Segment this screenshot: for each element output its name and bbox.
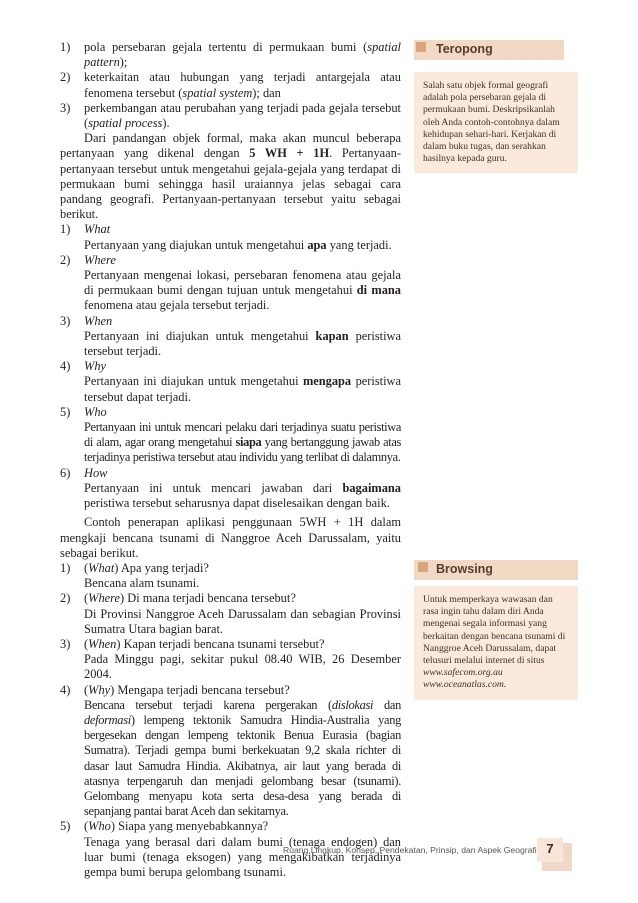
list-number: 2) xyxy=(60,70,71,85)
list-text: perkembangan atau perubahan yang terjadi pada gejala tersebut ( xyxy=(84,100,401,131)
list-item xyxy=(60,40,401,70)
browsing-text: Untuk memperkaya wawasan dan rasa ingin tahu dalam diri Anda mengenai segala informasi yang berkaitan dengan bencana tsunami di Nanggroe Aceh Darussalam, dapat telusuri melalui internet di situs www.safecom.org.au www.oceanatlas.com. xyxy=(414,586,578,700)
paragraph: Contoh penerapan aplikasi penggunaan 5WH + 1H dalam mengkaji bencana tsunami di Nanggroe Aceh Darussalam, yaitu sebagai berikut. xyxy=(60,515,401,560)
keyword: bagaimana xyxy=(342,480,401,495)
example-item: 3) (When) Kapan terjadi bencana tsunami tersebut? Pada Minggu pagi, sekitar pukul 08.40 WIB, 26 Desember 2004. xyxy=(60,636,401,682)
question-word: What xyxy=(88,560,115,575)
website-link[interactable]: www.oceanatlas.com. xyxy=(423,679,507,691)
answer: Tenaga yang berasal dari dalam bumi (tenaga endogen) dan luar bumi (tenaga eksogen) yang mengakibatkan terjadinya gempa bumi berupa gelombang tsunami. xyxy=(84,834,401,879)
page-number: 7 xyxy=(546,841,554,856)
term: spatial process xyxy=(88,116,163,131)
question-word: When xyxy=(88,636,117,651)
example-item: 2) (Where) Di mana terjadi bencana tersebut? Di Provinsi Nanggroe Aceh Darussalam dan sebagian Provinsi Sumatra Utara bagian barat. xyxy=(60,591,401,636)
teropong-text: Salah satu objek formal geografi adalah pola persebaran gejala di permukaan bumi. Deskripsikanlah oleh Anda contoh-contohnya dalam kehidupan sehari-hari. Kerjakan di dalam buku tugas, dan serahkan hasilnya kepada guru. xyxy=(414,72,578,173)
list-item xyxy=(60,101,401,131)
browsing-header xyxy=(414,560,578,582)
question-word: Who xyxy=(84,404,107,419)
keyword: siapa xyxy=(235,435,262,450)
answer: Bencana alam tsunami. xyxy=(84,576,200,591)
question-word: Who xyxy=(88,819,111,834)
teropong-header xyxy=(414,40,578,62)
list-text: ). xyxy=(162,116,170,131)
term: spatial pattern xyxy=(84,40,401,70)
question-item: 3) When Pertanyaan ini diajukan untuk mengetahui kapan peristiwa tersebut terjadi. xyxy=(60,313,401,359)
question-word: Why xyxy=(84,359,107,374)
question-list xyxy=(60,222,401,511)
keyword: 5 WH + 1H xyxy=(249,146,330,161)
keyword: mengapa xyxy=(302,374,352,389)
question-word: How xyxy=(84,465,108,480)
list-number: 3) xyxy=(60,100,71,115)
term: spatial system xyxy=(182,85,253,100)
example-item: 1) (What) Apa yang terjadi? Bencana alam tsunami. xyxy=(60,561,401,591)
example-item: 4) (Why) Mengapa terjadi bencana tersebut? Bencana tersebut terjadi karena pergerakan (dislokasi dan deformasi) lempeng tektonik Samudra Hindia-Australia yang bergesekan dengan lempeng tektonik Benua Eurasia (bagian Sumatra). Terjadi gempa bumi berkekuatan 9,2 skala richter di dasar laut Samudra Hindia. Akibatnya, air laut yang berada di atasnya terpengaruh dan menjadi gelombang besar (tsunami). Gelombang menyapu kota serta desa-desa yang berada di sepanjang pantai barat Aceh dan sekitarnya. xyxy=(60,682,401,819)
question-item: 1) What Pertanyaan yang diajukan untuk mengetahui apa yang terjadi. xyxy=(60,222,401,252)
question-item: 2) Where Pertanyaan mengenai lokasi, persebaran fenomena atau gejala di permukaan bumi dengan tujuan untuk mengetahui di mana fenomena atau gejala tersebut terjadi. xyxy=(60,252,401,313)
question-word: Where xyxy=(88,591,121,606)
answer: Di Provinsi Nanggroe Aceh Darussalam dan sebagian Provinsi Sumatra Utara bagian barat. xyxy=(84,606,401,636)
square-icon xyxy=(416,42,426,52)
list-item xyxy=(60,70,401,100)
teropong-box xyxy=(414,40,578,173)
main-column xyxy=(60,40,401,880)
footer-title: Ruang Lingkup, Konsep, Pendekatan, Prinsip, dan Aspek Geografi xyxy=(283,845,537,855)
keyword: apa xyxy=(307,237,327,252)
square-icon xyxy=(418,562,428,572)
question-item: 4) Why Pertanyaan ini diajukan untuk mengetahui mengapa peristiwa tersebut dapat terjadi. xyxy=(60,359,401,404)
browsing-box xyxy=(414,560,578,700)
answer: Pada Minggu pagi, sekitar pukul 08.40 WIB, 26 Desember 2004. xyxy=(84,652,401,682)
question-word: When xyxy=(84,313,113,328)
term: deformasi xyxy=(84,712,131,727)
example-list xyxy=(60,561,401,880)
teropong-title: Teropong xyxy=(436,42,493,56)
website-link[interactable]: www.safecom.org.au xyxy=(423,667,503,679)
list-text: ); xyxy=(119,55,128,70)
keyword: di mana xyxy=(356,283,401,298)
list-number: 1) xyxy=(60,40,71,54)
paragraph: Dari pandangan objek formal, maka akan muncul beberapa pertanyaan yang dikenal dengan 5 WH + 1H. Pertanyaan-pertanyaan tersebut untuk mengetahui gejala-gejala yang terdapat di permukaan bumi sehingga hasil uraiannya jelas sebagai cara pandang geografi. Pertanyaan-pertanyaan tersebut yaitu sebagai berikut. xyxy=(60,131,402,222)
browsing-title: Browsing xyxy=(436,562,493,576)
answer: Bencana tersebut terjadi karena pergerakan (dislokasi dan deformasi) lempeng tektonik Samudra Hindia-Australia yang bergesekan dengan lempeng tektonik Benua Eurasia (bagian Sumatra). Terjadi gempa bumi berkekuatan 9,2 skala richter di dasar laut Samudra Hindia. Akibatnya, air laut yang berada di atasnya terpengaruh dan menjadi gelombang besar (tsunami). Gelombang menyapu kota serta desa-desa yang berada di sepanjang pantai barat Aceh dan sekitarnya. xyxy=(84,697,401,819)
example-item: 5) (Who) Siapa yang menyebabkannya? Tenaga yang berasal dari dalam bumi (tenaga endogen) dan luar bumi (tenaga eksogen) yang mengakibatkan terjadinya gempa bumi berupa gelombang tsunami. xyxy=(60,819,401,879)
question-item: 6) How Pertanyaan ini untuk mencari jawaban dari bagaimana peristiwa tersebut seharusnya dapat diselesaikan dengan baik. xyxy=(60,465,401,511)
term: dislokasi xyxy=(331,697,374,712)
question-item: 5) Who Pertanyaan ini untuk mencari pelaku dari terjadinya suatu peristiwa di alam, agar orang mengetahui siapa yang bertanggung jawab atas terjadinya peristiwa tersebut atau individu yang terlibat di dalamnya. xyxy=(60,404,401,465)
page-number-box xyxy=(537,838,563,862)
question-word: What xyxy=(84,222,111,237)
list-text: ); dan xyxy=(252,85,281,100)
question-word: Where xyxy=(84,252,116,267)
list-text: pola persebaran gejala tertentu di permukaan bumi ( xyxy=(84,40,368,54)
keyword: kapan xyxy=(315,328,349,343)
question-word: Why xyxy=(88,682,111,697)
list-text: keterkaitan atau hubungan yang terjadi antargejala atau fenomena tersebut ( xyxy=(84,70,401,100)
